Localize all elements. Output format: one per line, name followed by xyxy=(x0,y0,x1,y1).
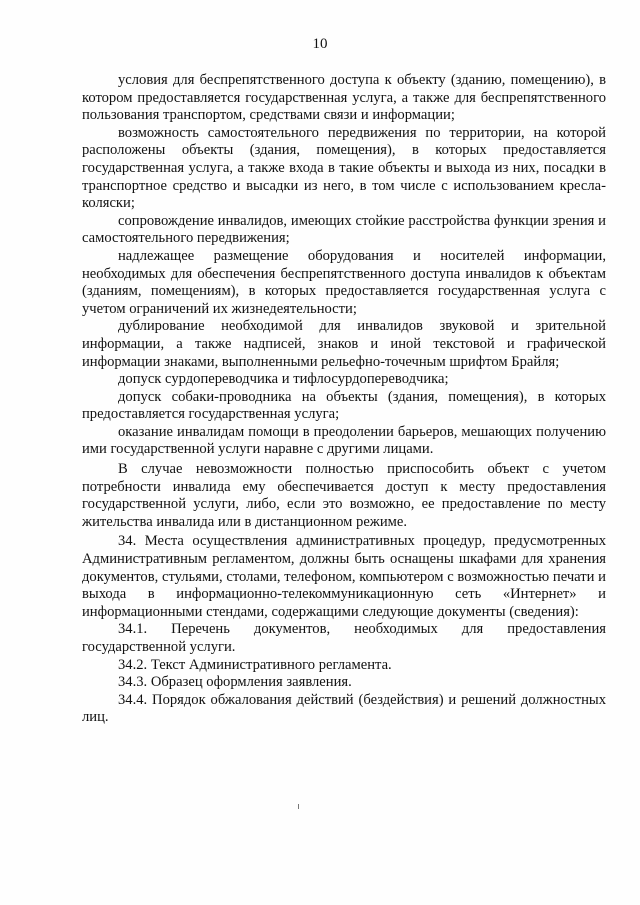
paragraph-item-34-3: 34.3. Образец оформления заявления. xyxy=(118,674,352,691)
paragraph-assistance: оказание инвалидам помощи в преодолении барьеров, мешающих получению ими государственной услуги наравне с другими лицами. xyxy=(82,423,606,458)
document-body xyxy=(82,72,606,727)
page-number: 10 xyxy=(312,36,328,52)
paragraph-access-conditions: условия для беспрепятственного доступа к объекту (зданию, помещению), в котором предоставляется государственная услуга, а также для беспрепятственного пользования транспортом, средствами связи и информации; xyxy=(82,72,606,124)
paragraph-independent-movement: возможность самостоятельного передвижения по территории, на которой расположены объекты (здания, помещения), в которых предоставляется государственная услуга, а также входа в такие объекты и выхода из них, посадки в транспортное средство и высадки из него, в том числе с использованием кресла-коляски; xyxy=(82,124,606,212)
scan-speck xyxy=(298,804,299,809)
paragraph-guide-dog: допуск собаки-проводника на объекты (здания, помещения), в которых предоставляется государственная услуга; xyxy=(82,388,606,423)
paragraph-info-duplication: дублирование необходимой для инвалидов звуковой и зрительной информации, а также надписей, знаков и иной текстовой и графической информации знаками, выполненными рельефно-точечным шрифтом Брайля; xyxy=(82,318,606,370)
paragraph-item-34: 34. Места осуществления административных процедур, предусмотренных Административным регламентом, должны быть оснащены шкафами для хранения документов, стульями, столами, телефоном, компьютером с возможностью печати и выхода в информационно-телекоммуникационную сеть «Интернет» и информационными стендами, содержащими следующие документы (сведения): xyxy=(82,533,606,620)
paragraph-equipment-placement: надлежащее размещение оборудования и носителей информации, необходимых для обеспечения беспрепятственного доступа инвалидов к объектам (зданиям, помещениям), в которых предоставляется государственная услуга с учетом ограничений их жизнедеятельности; xyxy=(82,247,606,317)
paragraph-escort: сопровождение инвалидов, имеющих стойкие расстройства функции зрения и самостоятельного передвижения; xyxy=(82,212,606,247)
paragraph-impossibility-case: В случае невозможности полностью приспособить объект с учетом потребности инвалида ему обеспечивается доступ к месту предоставления государственной услуги, либо, если это возможно, ее предоставление по месту жительства инвалида или в дистанционном режиме. xyxy=(82,461,606,530)
paragraph-item-34-2: 34.2. Текст Административного регламента. xyxy=(118,656,392,673)
paragraph-item-34-4: 34.4. Порядок обжалования действий (бездействия) и решений должностных лиц. xyxy=(82,691,606,726)
paragraph-item-34-1: 34.1. Перечень документов, необходимых для предоставления государственной услуги. xyxy=(82,621,606,655)
paragraph-interpreter-admission: допуск сурдопереводчика и тифлосурдопереводчика; xyxy=(118,371,449,388)
